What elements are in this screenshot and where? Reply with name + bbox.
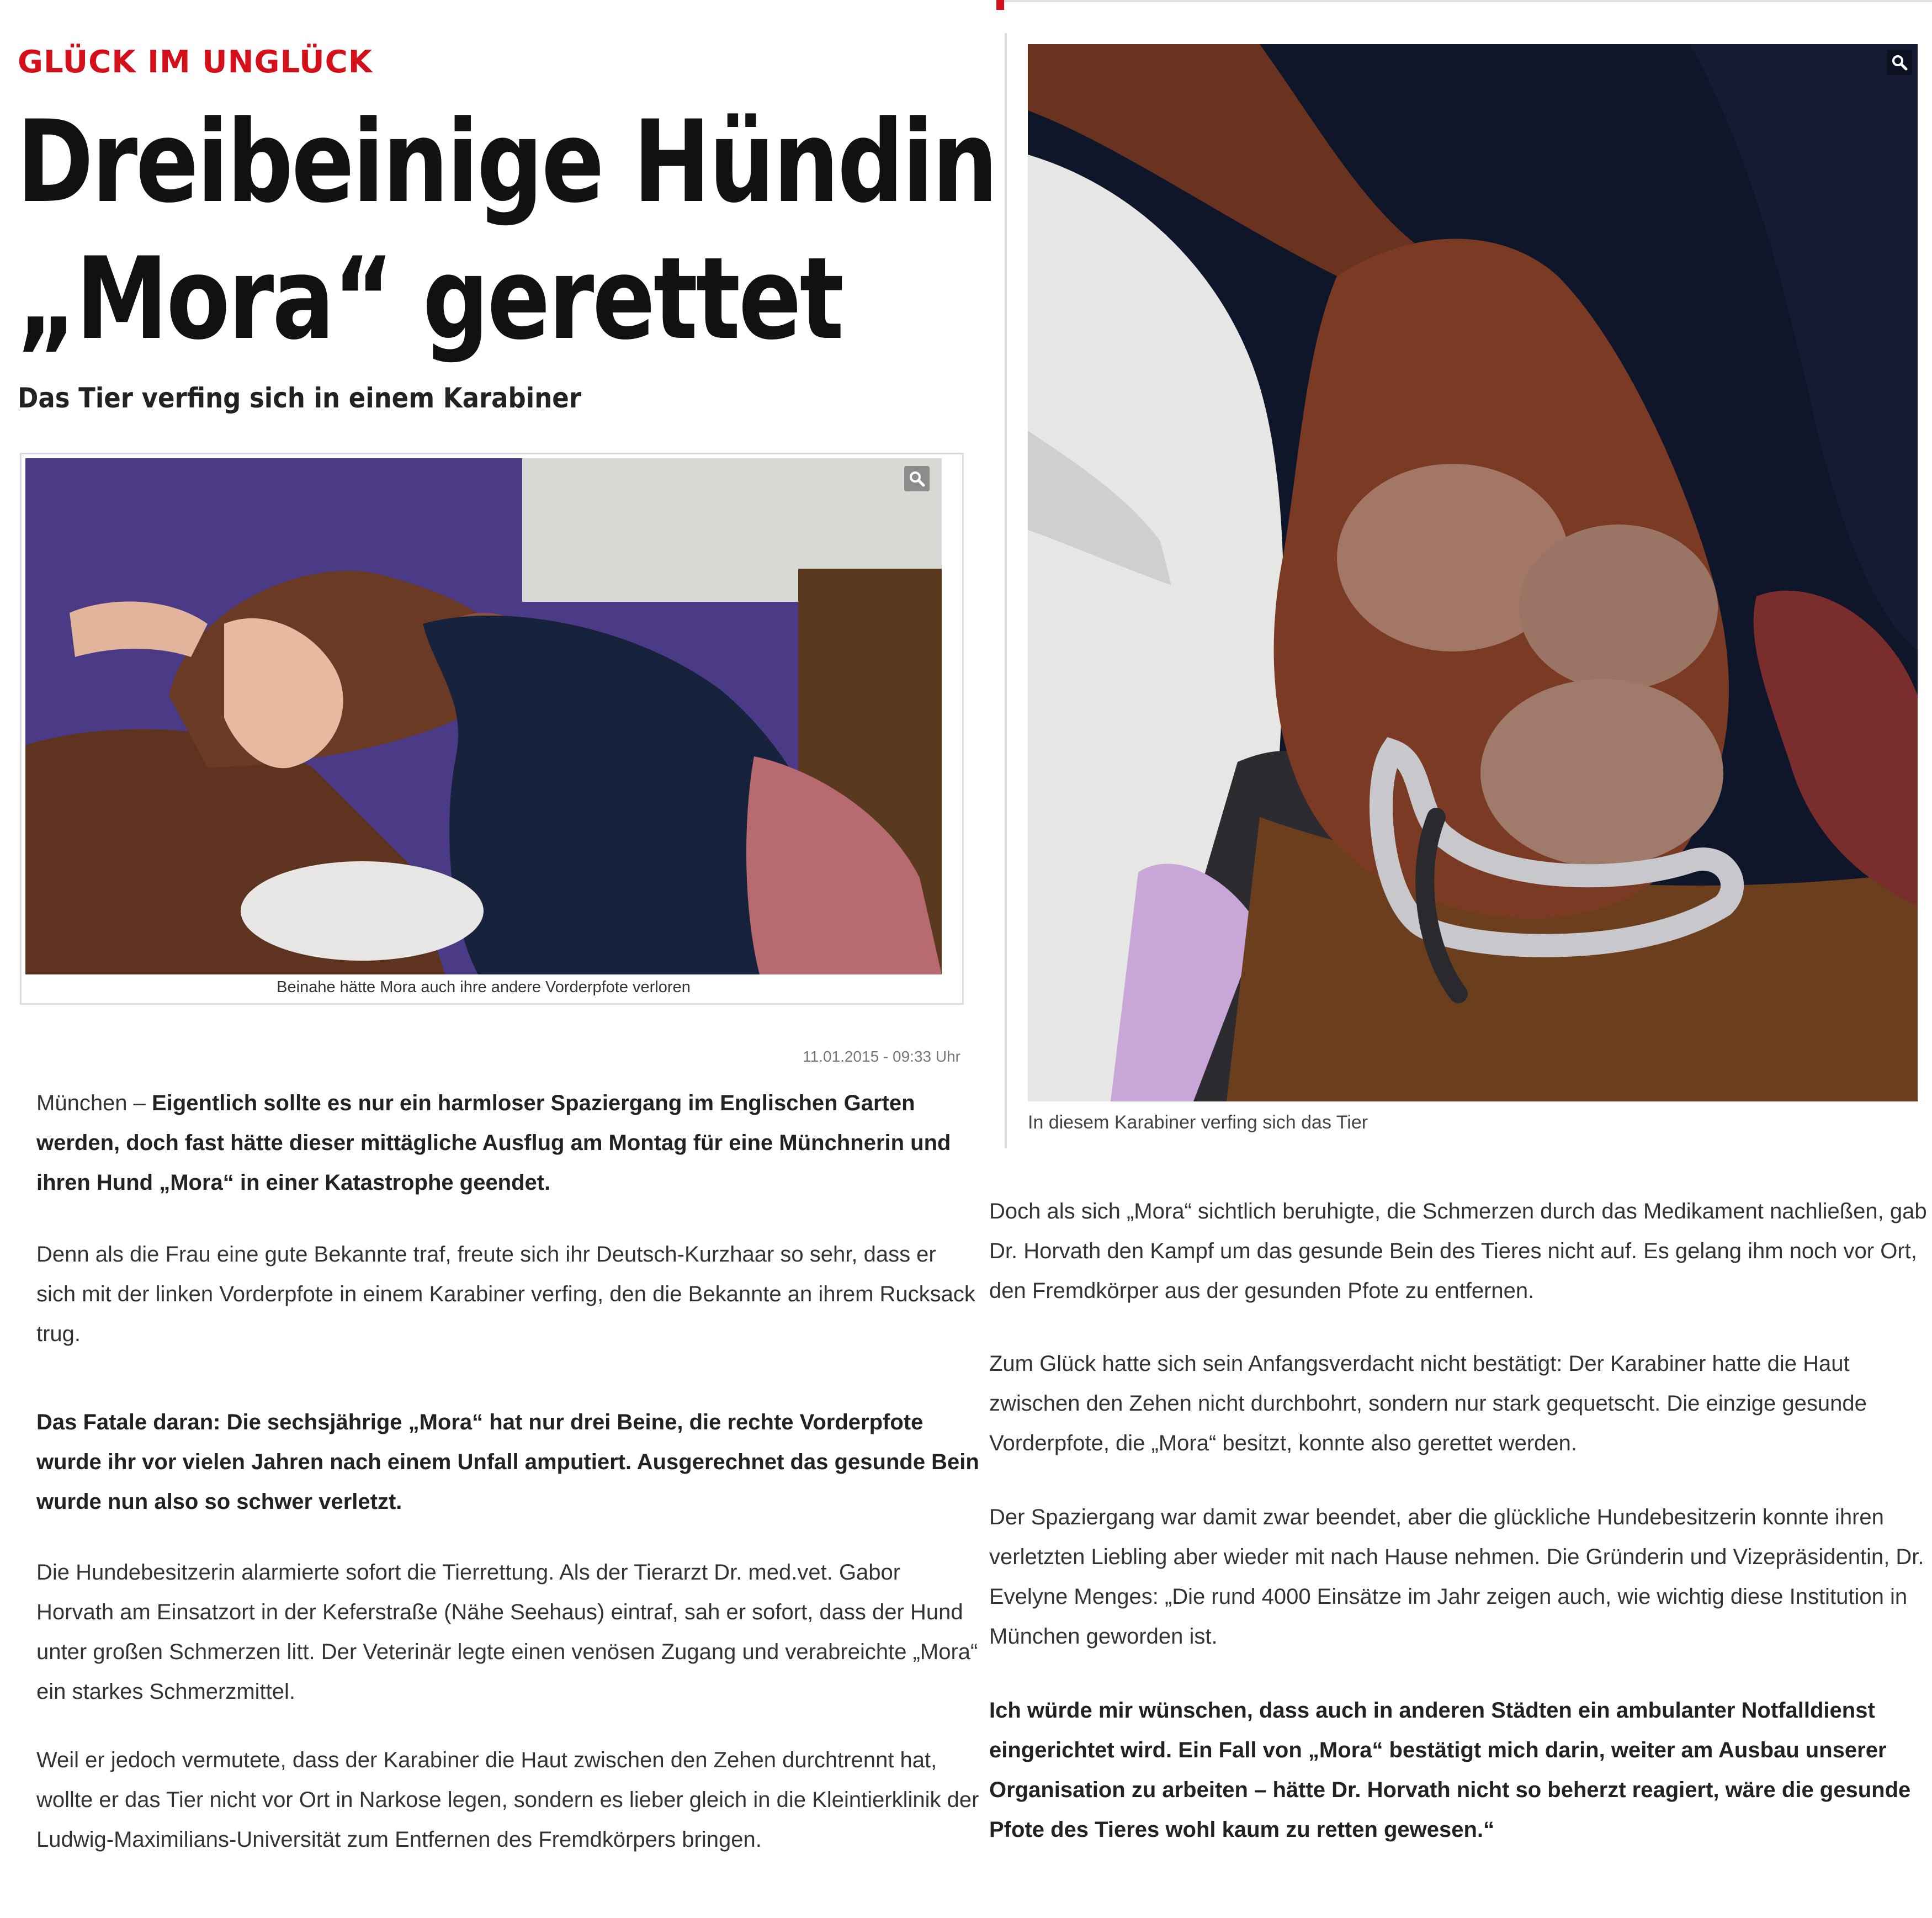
magnifier-glyph [909, 470, 925, 487]
paragraph-4: Die Hundebesitzerin alarmierte sofort die Tierrettung. Als der Tierarzt Dr. med.vet. Gabor Horvath am Einsatzort in der Keferstraße (Nähe Seehaus) eintraf, sah er sofort, dass der Hund unter großen Schmerzen litt. Der Veterinär legte einen venösen Zugang und verabreichte „Mora“ ein starkes Schmerzmittel. [36, 1560, 978, 1704]
dog-photo-illustration [25, 458, 942, 974]
paw-photo-illustration [1028, 44, 1918, 1101]
lead-text: Eigentlich sollte es nur ein harmloser Spaziergang im Englischen Garten werden, doch fast hätte dieser mittägliche Ausflug am Montag für eine Münchnerin und ihren Hund „Mora“ in einer Katastrophe geendet. [36, 1091, 951, 1195]
paragraph-3: Das Fatale daran: Die sechsjährige „Mora“ hat nur drei Beine, die rechte Vorderpfote wurde ihr vor vielen Jahren nach einem Unfall amputiert. Ausgerechnet das gesunde Bein wurde nun also so schwer verletzt. [36, 1410, 979, 1514]
paragraph-1 [36, 1083, 980, 1202]
paragraph-2: Denn als die Frau eine gute Bekannte traf, freute sich ihr Deutsch-Kurzhaar so sehr, dass er sich mit der linken Vorderpfote in einem Karabiner verfing, den die Bekannte an ihrem Rucksack trug. [36, 1242, 975, 1346]
right-top-rule [996, 0, 1932, 9]
paragraph-7: Zum Glück hatte sich sein Anfangsverdacht nicht bestätigt: Der Karabiner hatte die Haut zwischen den Zehen nicht durchbohrt, sondern nur stark gequetscht. Die einzige gesunde Vorderpfote, die „Mora“ besitzt, konnte also gerettet werden. [989, 1352, 1867, 1455]
magnifier-glyph [1891, 54, 1908, 71]
right-photo-caption: In diesem Karabiner verfing sich das Tier [1028, 1112, 1368, 1133]
paragraph-5: Weil er jedoch vermutete, dass der Karabiner die Haut zwischen den Zehen durchtrennt hat, wollte er das Tier nicht vor Ort in Narkose legen, sondern es lieber gleich in die Kleintierklinik der Ludwig-Maximilians-Universität zum Entfernen des Fremdkörpers bringen. [36, 1748, 979, 1852]
paragraph-6: Doch als sich „Mora“ sichtlich beruhigte, die Schmerzen durch das Medikament nachließen, gab Dr. Horvath den Kampf um das gesunde Bein des Tieres nicht auf. Es gelang ihm noch vor Ort, den Fremdkörper aus der gesunden Pfote zu entfernen. [989, 1199, 1927, 1303]
right-top-marker [996, 0, 1004, 10]
headline-line-1: Dreibeinige Hündin [17, 97, 996, 228]
headline-line-2: „Mora“ gerettet [17, 234, 842, 365]
article-kicker: GLÜCK IM UNGLÜCK [18, 44, 373, 80]
magnifier-icon[interactable] [904, 466, 930, 491]
article-headline [17, 94, 996, 368]
article-subline: Das Tier verfing sich in einem Karabiner [18, 382, 581, 414]
paragraph-8: Der Spaziergang war damit zwar beendet, aber die glückliche Hundebesitzerin konnte ihren verletzten Liebling aber wieder mit nach Hause nehmen. Die Gründerin und Vizepräsidentin, Dr. Evelyne Menges: „Die rund 4000 Einsätze im Jahr zeigen auch, wie wichtig diese Institution in München geworden ist. [989, 1505, 1924, 1649]
dog-photo[interactable] [25, 458, 942, 974]
article-date: 11.01.2015 - 09:33 Uhr [803, 1048, 960, 1065]
paw-photo[interactable] [1028, 44, 1918, 1101]
magnifier-icon[interactable] [1887, 50, 1912, 75]
paragraph-9: Ich würde mir wünschen, dass auch in anderen Städten ein ambulanter Notfalldienst eingerichtet wird. Ein Fall von „Mora“ bestätigt mich darin, weiter am Ausbau unserer Organisation zu arbeiten – hätte Dr. Horvath nicht so beherzt reagiert, wäre die gesunde Pfote des Tieres wohl kaum zu retten gewesen.“ [989, 1698, 1911, 1842]
left-photo-caption: Beinahe hätte Mora auch ihre andere Vorderpfote verloren [277, 978, 691, 996]
dateline: München – [36, 1091, 152, 1115]
